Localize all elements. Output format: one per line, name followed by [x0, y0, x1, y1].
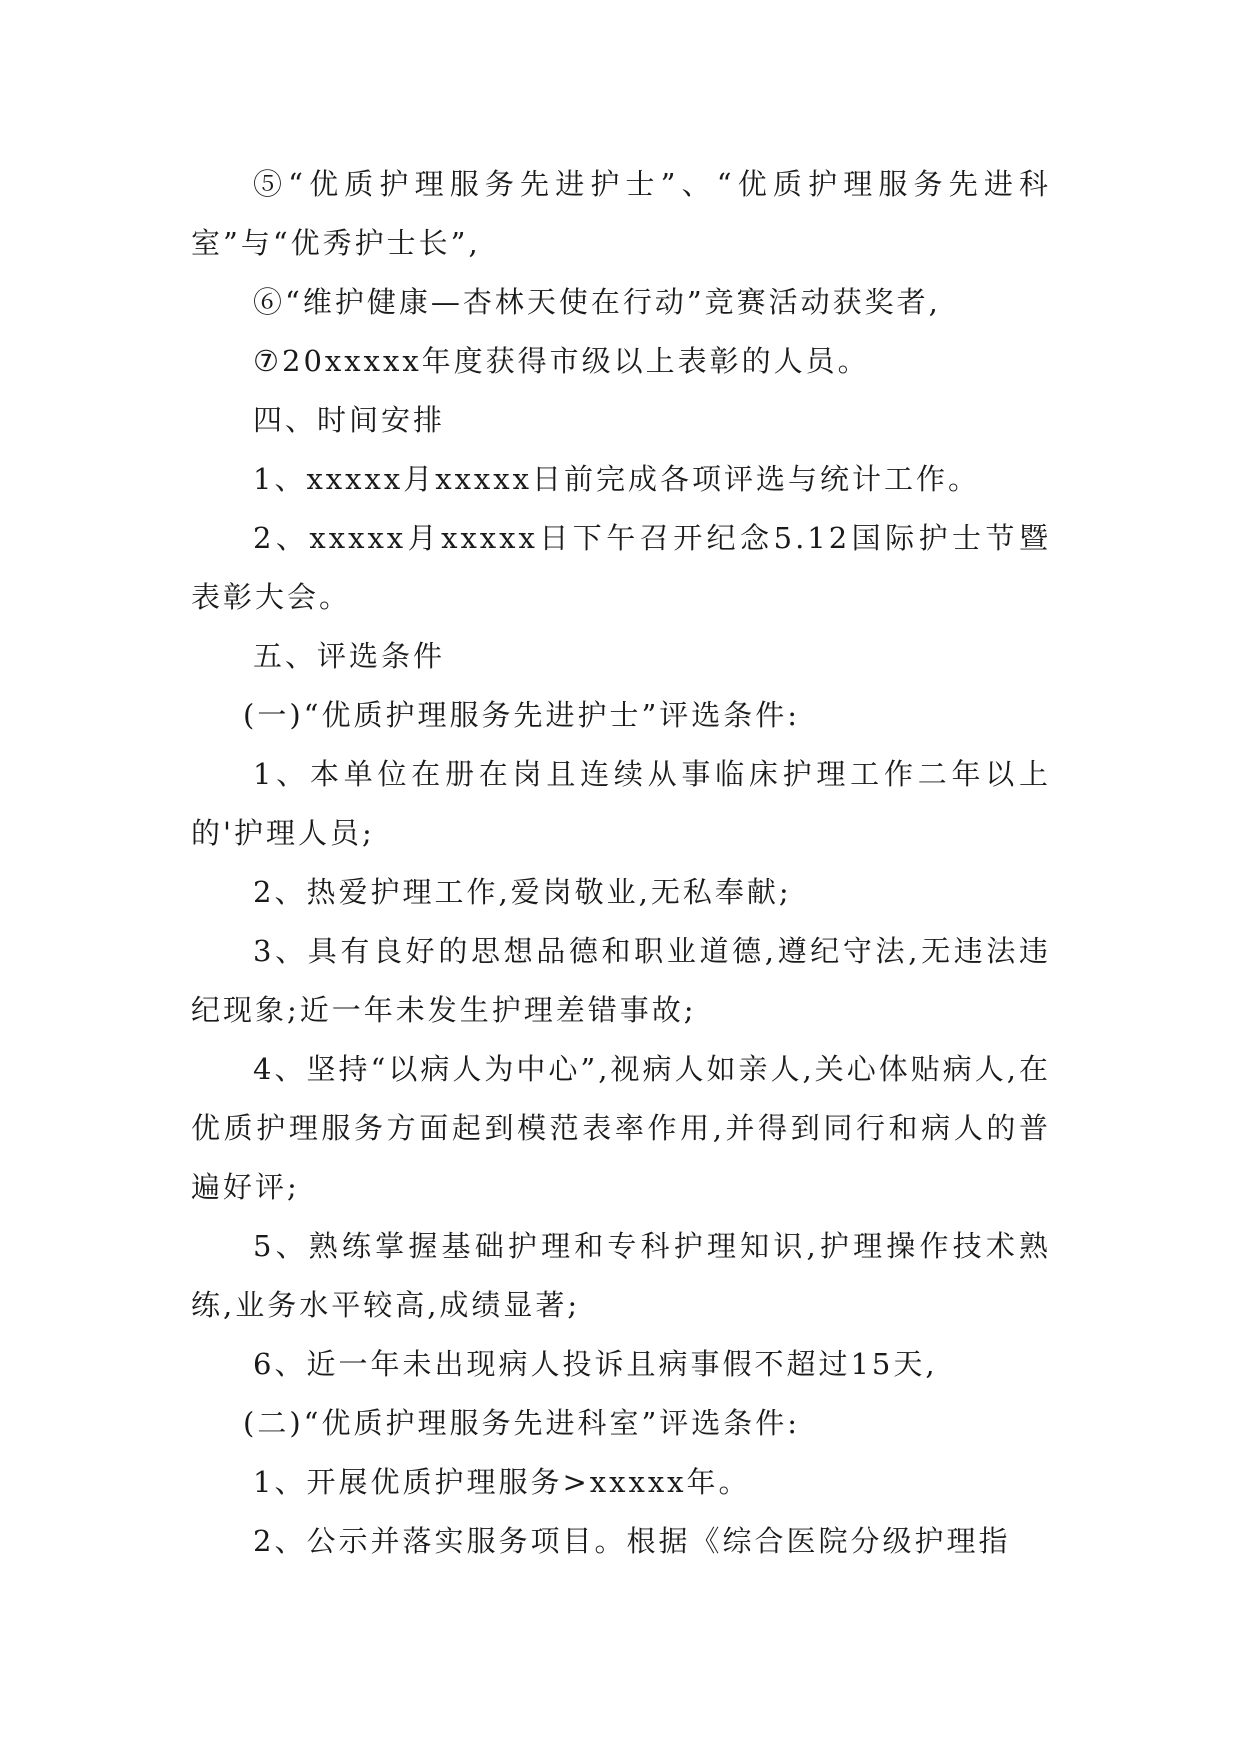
subheading-department-criteria: (二)“优质护理服务先进科室”评选条件:: [243, 1406, 801, 1440]
subheading-nurse-criteria: (一)“优质护理服务先进护士”评选条件:: [243, 698, 801, 732]
paragraph-criteria-5: 5、熟练掌握基础护理和专科护理知识,护理操作技术熟练,业务水平较高,成绩显著;: [191, 1229, 1051, 1322]
paragraph-award-item-5: ⑤“优质护理服务先进护士”、“优质护理服务先进科室”与“优秀护士长”,: [191, 167, 1051, 260]
paragraph-schedule-2: 2、xxxxx月xxxxx日下午召开纪念5.12国际护士节暨表彰大会。: [191, 521, 1051, 614]
paragraph-criteria-3: 3、具有良好的思想品德和职业道德,遵纪守法,无违法违纪现象;近一年未发生护理差错事故;: [191, 934, 1051, 1027]
paragraph-criteria-2: 2、热爱护理工作,爱岗敬业,无私奉献;: [253, 875, 792, 909]
paragraph-award-item-7: ⑦20xxxxx年度获得市级以上表彰的人员。: [253, 344, 870, 378]
section-heading-schedule: 四、时间安排: [253, 403, 446, 437]
section-heading-criteria: 五、评选条件: [253, 639, 446, 673]
paragraph-criteria-6: 6、近一年未出现病人投诉且病事假不超过15天,: [253, 1347, 938, 1381]
paragraph-criteria-1: 1、本单位在册在岗且连续从事临床护理工作二年以上的'护理人员;: [191, 757, 1051, 850]
paragraph-award-item-6: ⑥“维护健康—杏林天使在行动”竞赛活动获奖者,: [253, 285, 941, 319]
document-body: [191, 155, 1051, 1571]
paragraph-criteria-4: 4、坚持“以病人为中心”,视病人如亲人,关心体贴病人,在优质护理服务方面起到模范表率作用,并得到同行和病人的普遍好评;: [191, 1052, 1051, 1204]
paragraph-department-1: 1、开展优质护理服务>xxxxx年。: [253, 1465, 751, 1499]
paragraph-department-2: 2、公示并落实服务项目。根据《综合医院分级护理指: [253, 1524, 1011, 1558]
paragraph-schedule-1: 1、xxxxx月xxxxx日前完成各项评选与统计工作。: [253, 462, 981, 496]
